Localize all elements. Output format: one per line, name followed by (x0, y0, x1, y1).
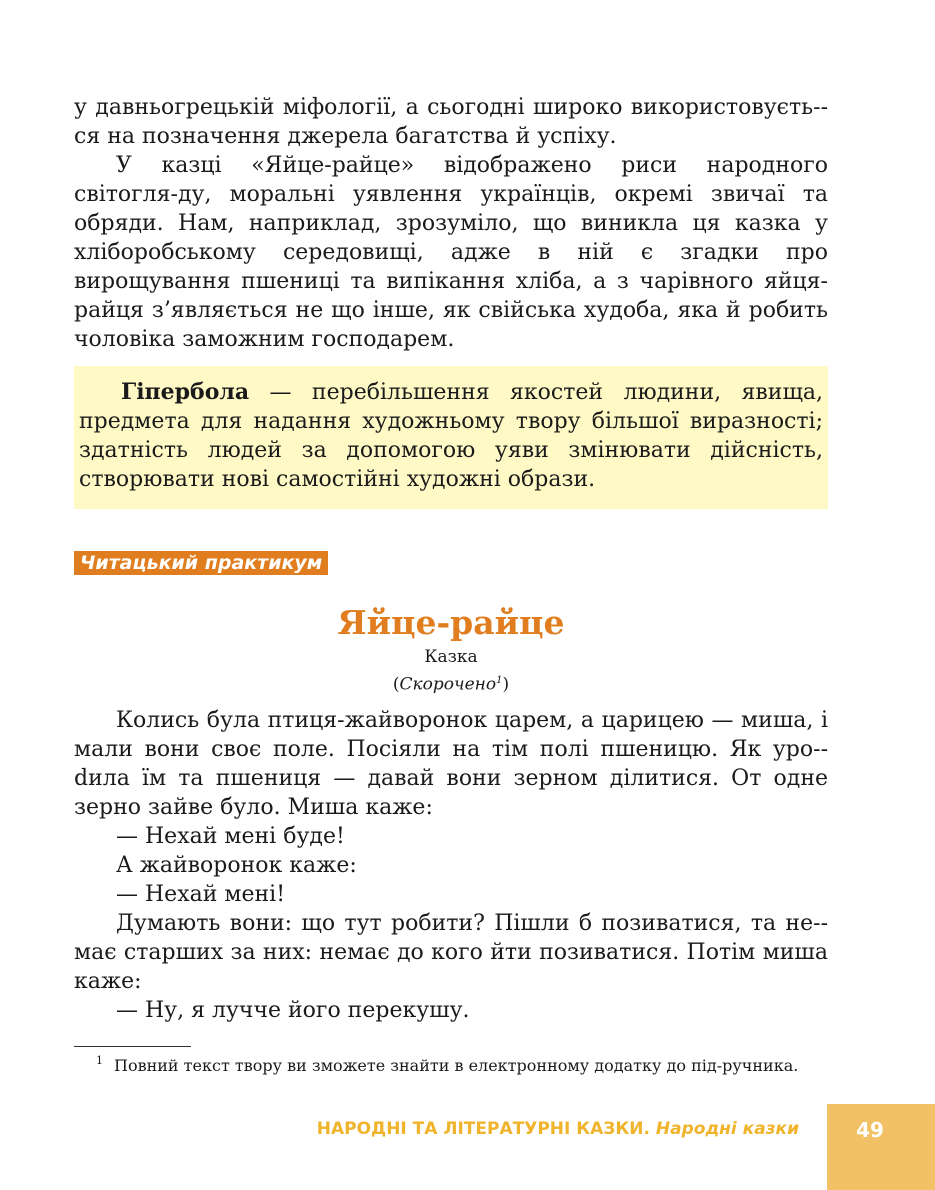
story-text (74, 706, 828, 1025)
section-label: Читацький практикум (74, 551, 328, 575)
story-genre: Казка (424, 647, 478, 667)
abridged-close-paren: ) (502, 674, 510, 695)
footnote-divider (74, 1046, 191, 1047)
definition-paragraph (79, 378, 823, 494)
intro-text (74, 93, 828, 354)
running-head-subsection: Народні казки (655, 1119, 799, 1139)
page-number: 49 (856, 1118, 884, 1142)
story-dialogue-line: — Нехай мені! (116, 882, 286, 907)
story-paragraph: А жайворонок каже: (116, 853, 357, 878)
story-dialogue-line: — Ну, я лучче його перекушу. (116, 998, 470, 1023)
intro-paragraph-1: у давньогрецькій міфології, а сьогодні широко використовуєть-ся на позначення джерела багатства й успіху. (74, 95, 828, 149)
footnote (96, 1054, 828, 1078)
definition-text: — перебільшення якостей людини, явища, предмета для надання художньому твору більшої виразності; здатність людей за допомогою уяви змінювати дійсність, створювати нові самостійні художні образи. (79, 380, 823, 492)
footnote-text: Повний текст твору ви зможете знайти в електронному додатку до під-ручника. (114, 1056, 799, 1075)
story-title: Яйце-райце (337, 603, 565, 642)
footnote-reference[interactable]: 1 (496, 675, 503, 686)
definition-term: Гіпербола (121, 379, 250, 405)
story-paragraph: Колись була птиця-жайворонок царем, а царицею — миша, і мали вони своє поле. Посіяли на тім полі пшеницю. Як уро-dила їм та пшениця — давай вони зерном ділитися. От одне зерно зайве було. Миша каже: (74, 708, 828, 820)
footnote-mark: 1 (96, 1054, 103, 1067)
abridged-open-paren: ( (392, 674, 400, 695)
story-paragraph: Думають вони: що тут робити? Пішли б позиватися, та не-має старших за них: немає до кого йти позиватися. Потім миша каже: (74, 911, 828, 994)
story-dialogue-line: — Нехай мені буде! (116, 824, 345, 849)
abridged-label: Скорочено (399, 674, 497, 695)
intro-paragraph-2: У казці «Яйце-райце» відображено риси народного світогля-ду, моральні уявлення українців, окремі звичаї та обряди. Нам, наприклад, зрозуміло, що виникла ця казка у хліборобському середовищі, адже в ній є згадки про вирощування пшениці та випікання хліба, а з чарівного яйця-райця з’являється не що інше, як свійська худоба, яка й робить чоловіка заможним господарем. (74, 153, 828, 352)
abridged-note (74, 670, 828, 696)
definition-box (74, 366, 828, 509)
running-head (317, 1116, 799, 1142)
page-number-box (827, 1104, 935, 1190)
running-head-section: НАРОДНІ ТА ЛІТЕРАТУРНІ КАЗКИ. (316, 1119, 650, 1139)
